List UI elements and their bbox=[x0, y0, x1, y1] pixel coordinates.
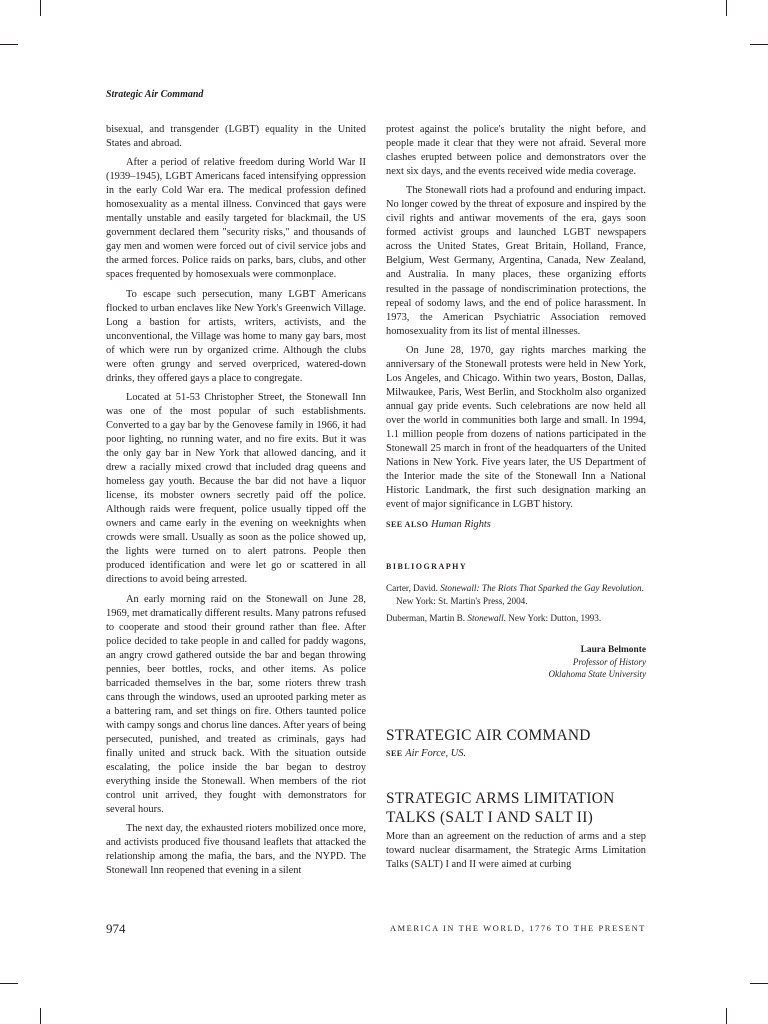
see-link[interactable]: Air Force, US. bbox=[405, 748, 467, 760]
body-paragraph: More than an agreement on the reduction of arms and a step toward nuclear disarmament, the Strategic Arms Limitation Talks (SALT) I and II were aimed at curbing bbox=[386, 831, 646, 871]
page-number: 974 bbox=[106, 921, 126, 936]
author-signature bbox=[386, 644, 646, 680]
body-paragraph: The next day, the exhausted rioters mobilized once more, and activists produced five thousand leaflets that attacked the relationship among the mafia, the bars, and the NYPD. The Stonewall Inn reopened that evening in a silent bbox=[106, 823, 366, 877]
see-reference bbox=[386, 747, 646, 761]
crop-mark bbox=[0, 983, 18, 984]
left-column bbox=[106, 123, 366, 883]
see-also bbox=[386, 518, 646, 532]
body-paragraph: protest against the police's brutality the night before, and people made it clear that they were not afraid. Several more clashes erupted between police and demonstrators over the next six days, and the events received wide media coverage. bbox=[386, 124, 646, 178]
body-paragraph: An early morning raid on the Stonewall on June 28, 1969, met dramatically different results. Many patrons refused to cooperate and stood their ground rather than flee. After police decided to take people in and called for paddy wagons, an angry crowd gathered outside the bar and began throwing pennies, beer bottles, rocks, and other items. As police barricaded themselves in the bar, some rioters threw trash cans through the windows, used an uprooted parking meter as a battering ram, and set things on fire. Others taunted police with campy songs and chorus line dances. After years of being persecuted, punished, and treated as criminals, gays had finally united and struck back. With the situation outside escalating, the police inside the bar began to destroy everything inside the Stonewall. When members of the riot control unit arrived, they fought with demonstrators for several hours. bbox=[106, 593, 366, 816]
entry-strategic-air-command bbox=[386, 726, 646, 761]
body-paragraph: The Stonewall riots had a profound and enduring impact. No longer cowed by the threat of exposure and inspired by the civil rights and antiwar movements of the era, gays soon formed activist groups and launched LGBT newspapers across the United States, Great Britain, Holland, France, Belgium, West Germany, Argentina, Canada, New Zealand, and Australia. In many places, these organizing efforts resulted in the passage of nondiscrimination protections, the repeal of sodomy laws, and the end of police harassment. In 1973, the American Psychiatric Association removed homosexuality from its list of mental illnesses. bbox=[386, 185, 646, 337]
crop-mark bbox=[750, 983, 768, 984]
bib-publication: . New York: Dutton, 1993. bbox=[503, 612, 602, 623]
bibliography-heading: BIBLIOGRAPHY bbox=[386, 562, 468, 572]
see-also-label: SEE ALSO bbox=[386, 520, 429, 530]
entry-salt bbox=[386, 789, 646, 872]
author-role: Professor of History bbox=[572, 657, 646, 668]
bib-author: Duberman, Martin B. bbox=[386, 612, 466, 623]
crop-mark bbox=[40, 1008, 41, 1024]
bib-title: Stonewall: The Riots That Sparked the Gay Revolution bbox=[440, 583, 642, 594]
crop-mark bbox=[0, 44, 18, 45]
body-paragraph: Located at 51-53 Christopher Street, the Stonewall Inn was one of the most popular of such establishments. Converted to a gay bar by the Genovese family in 1966, it had poor lighting, no running water, and no fire exits. But it was the only gay bar in New York that allowed dancing, and it drew a racially mixed crowd that included drag queens and homeless gay youth. Because the bar did not have a liquor license, its mobster owners secretly paid off the police. Although raids were frequent, police usually tipped off the owners and came early in the evening on weeknights when crowds were small. Usually as soon as the police showed up, the lights were turned on to alert patrons. People then produced identification and were let go or scattered in all directions to avoid being arrested. bbox=[106, 391, 366, 586]
author-name: Laura Belmonte bbox=[580, 645, 646, 656]
right-column bbox=[386, 123, 646, 877]
bibliography-item bbox=[386, 582, 646, 607]
book-title-footer: AMERICA IN THE WORLD, 1776 TO THE PRESENT bbox=[389, 924, 646, 933]
see-also-link[interactable]: Human Rights bbox=[431, 519, 491, 531]
bib-author: Carter, David. bbox=[386, 583, 438, 594]
bib-title: Stonewall bbox=[467, 612, 504, 623]
body-paragraph: To escape such persecution, many LGBT Americans flocked to urban enclaves like New York's Greenwich Village. Long a bastion for artists, writers, activists, and the unconventional, the Village was home to many gay bars, most of which were run by organized crime. Although the clubs were often grungy and served overpriced, watered-down drinks, they offered gays a place to congregate. bbox=[106, 288, 366, 384]
entry-title-line: STRATEGIC ARMS LIMITATION bbox=[386, 790, 615, 808]
body-paragraph: bisexual, and transgender (LGBT) equality in the United States and abroad. bbox=[106, 124, 366, 150]
see-label: SEE bbox=[386, 749, 403, 759]
body-paragraph: After a period of relative freedom during World War II (1939–1945), LGBT Americans faced intensifying oppression in the early Cold War era. The medical profession defined homosexuality as a mental illness. Convinced that gays were mentally unstable and easily targeted for blackmail, the US government declared them "security risks," and thousands of gay men and women were forced out of civil service jobs and the armed forces. Police raids on parks, bars, clubs, and other spaces frequented by homosexuals were commonplace. bbox=[106, 157, 366, 281]
body-paragraph: On June 28, 1970, gay rights marches marking the anniversary of the Stonewall protests were held in New York, Los Angeles, and Chicago. Within two years, Boston, Dallas, Milwaukee, Paris, West Berlin, and Stockholm also organized annual gay pride events. Such celebrations are now held all over the world in communities both large and small. In 1994, 1.1 million people from dozens of nations participated in the Stonewall 25 march in front of the headquarters of the United Nations in New York. Five years later, the US Department of the Interior made the site of the Stonewall Inn a National Historic Landmark, the first such designation marking an event of major significance in LGBT history. bbox=[386, 344, 646, 511]
bib-publication: . New York: St. Martin's Press, 2004. bbox=[396, 583, 644, 606]
bibliography-item bbox=[386, 612, 646, 625]
crop-mark bbox=[726, 1008, 727, 1024]
author-institution: Oklahoma State University bbox=[548, 669, 646, 680]
crop-mark bbox=[40, 0, 41, 16]
running-head: Strategic Air Command bbox=[106, 89, 204, 100]
entry-title: STRATEGIC AIR COMMAND bbox=[386, 727, 591, 745]
crop-mark bbox=[750, 44, 768, 45]
entry-title-line: TALKS (SALT I AND SALT II) bbox=[386, 809, 594, 827]
entry-title bbox=[386, 789, 646, 827]
crop-mark bbox=[726, 0, 727, 16]
